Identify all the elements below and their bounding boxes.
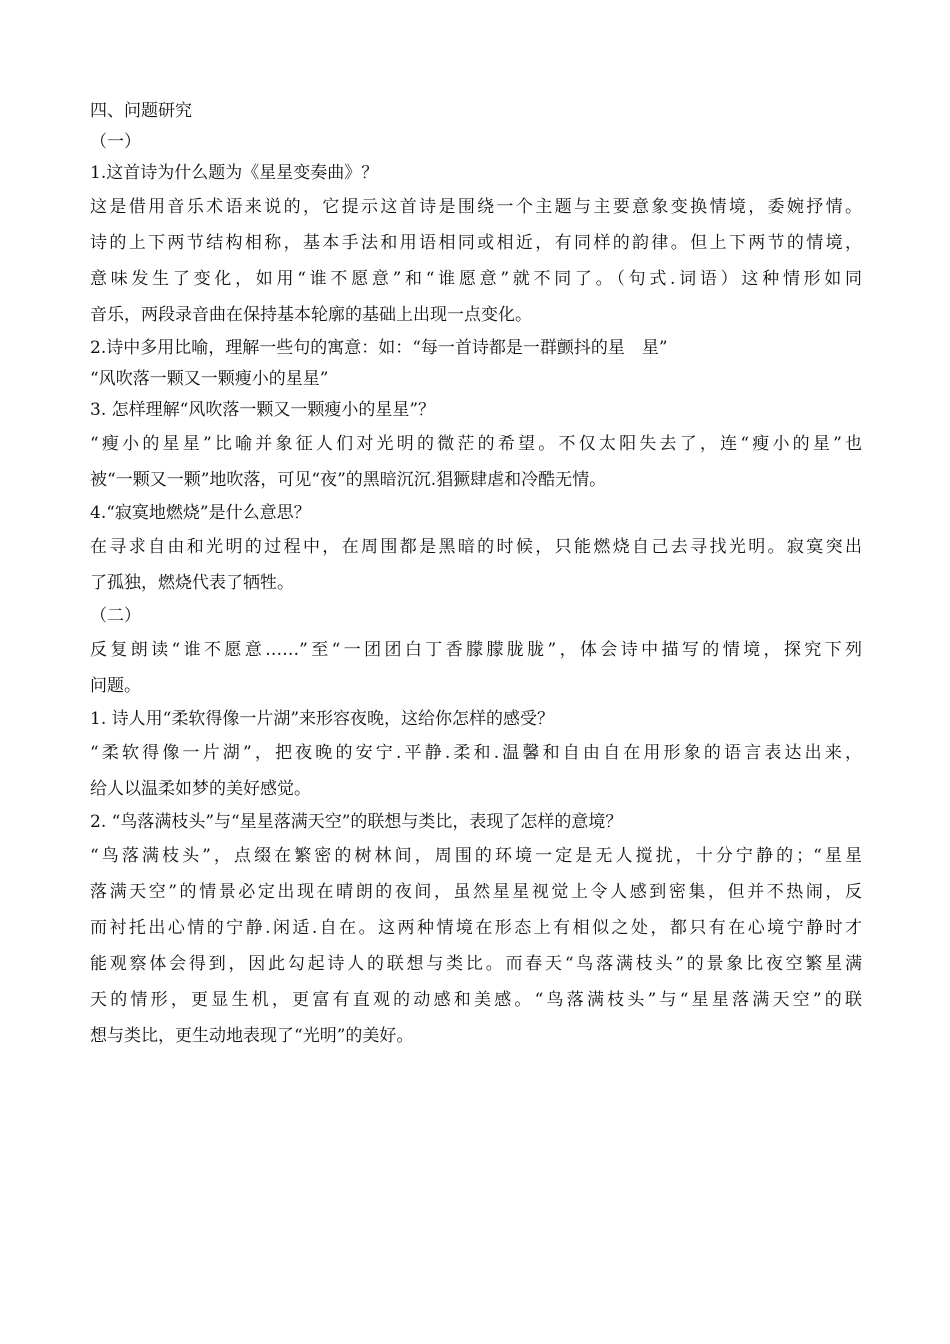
part1-q2-question: 2.诗中多用比喻，理解一些句的寓意：如：“每一首诗都是一群颤抖的星 星” [90, 338, 668, 358]
part2-label: （二） [90, 606, 141, 626]
intro-line: 反复朗读“谁不愿意……”至“一团团白丁香朦朦胧胧”，体会诗中描写的情境，探究下列 [90, 640, 862, 660]
answer-line: “柔软得像一片湖”，把夜晚的安宁.平静.柔和.温馨和自由自在用形象的语言表达出来， [90, 743, 862, 763]
part1-label: （一） [90, 132, 141, 152]
part1-q4-question: 4.“寂寞地燃烧”是什么意思？ [90, 503, 311, 523]
section-title: 四、问题研究 [90, 101, 192, 121]
part1-q2-extra: “风吹落一颗又一颗瘦小的星星” [90, 369, 329, 389]
document-page [90, 96, 862, 1054]
answer-line: 意味发生了变化，如用“谁不愿意”和“谁愿意”就不同了。（句式.词语）这种情形如同 [90, 269, 862, 289]
answer-line: 了孤独，燃烧代表了牺牲。 [90, 573, 294, 593]
answer-line: 给人以温柔如梦的美好感觉。 [90, 779, 311, 799]
intro-line: 问题。 [90, 676, 141, 696]
answer-line: 想与类比，更生动地表现了“光明”的美好。 [90, 1026, 414, 1046]
answer-line: 天的情形，更显生机，更富有直观的动感和美感。“鸟落满枝头”与“星星落满天空”的联 [90, 990, 862, 1010]
answer-line: 被“一颗又一颗”地吹落，可见“夜”的黑暗沉沉.猖獗肆虐和冷酷无情。 [90, 470, 607, 490]
answer-line: 而衬托出心情的宁静.闲适.自在。这两种情境在形态上有相似之处，都只有在心境宁静时才 [90, 918, 862, 938]
part2-q1-question: 1. 诗人用“柔软得像一片湖”来形容夜晚，这给你怎样的感受？ [90, 709, 555, 729]
answer-line: 在寻求自由和光明的过程中，在周围都是黑暗的时候，只能燃烧自己去寻找光明。寂寞突出 [90, 537, 862, 557]
part1-q1-question: 1.这首诗为什么题为《星星变奏曲》？ [90, 163, 379, 183]
answer-line: 这是借用音乐术语来说的，它提示这首诗是围绕一个主题与主要意象变换情境，委婉抒情。 [90, 197, 862, 217]
answer-line: 诗的上下两节结构相称，基本手法和用语相同或相近，有同样的韵律。但上下两节的情境， [90, 233, 862, 253]
part2-q2-question: 2. “鸟落满枝头”与“星星落满天空”的联想与类比，表现了怎样的意境？ [90, 812, 623, 832]
answer-line: 能观察体会得到，因此勾起诗人的联想与类比。而春天“鸟落满枝头”的景象比夜空繁星满 [90, 954, 862, 974]
answer-line: “鸟落满枝头”，点缀在繁密的树林间，周围的环境一定是无人搅扰，十分宁静的；“星星 [90, 846, 862, 866]
answer-line: “瘦小的星星”比喻并象征人们对光明的微茫的希望。不仅太阳失去了，连“瘦小的星”也 [90, 434, 862, 454]
answer-line: 落满天空”的情景必定出现在晴朗的夜间，虽然星星视觉上令人感到密集，但并不热闹，反 [90, 882, 862, 902]
answer-line: 音乐，两段录音曲在保持基本轮廓的基础上出现一点变化。 [90, 305, 532, 325]
part1-q3-question: 3. 怎样理解“风吹落一颗又一颗瘦小的星星”？ [90, 400, 436, 420]
